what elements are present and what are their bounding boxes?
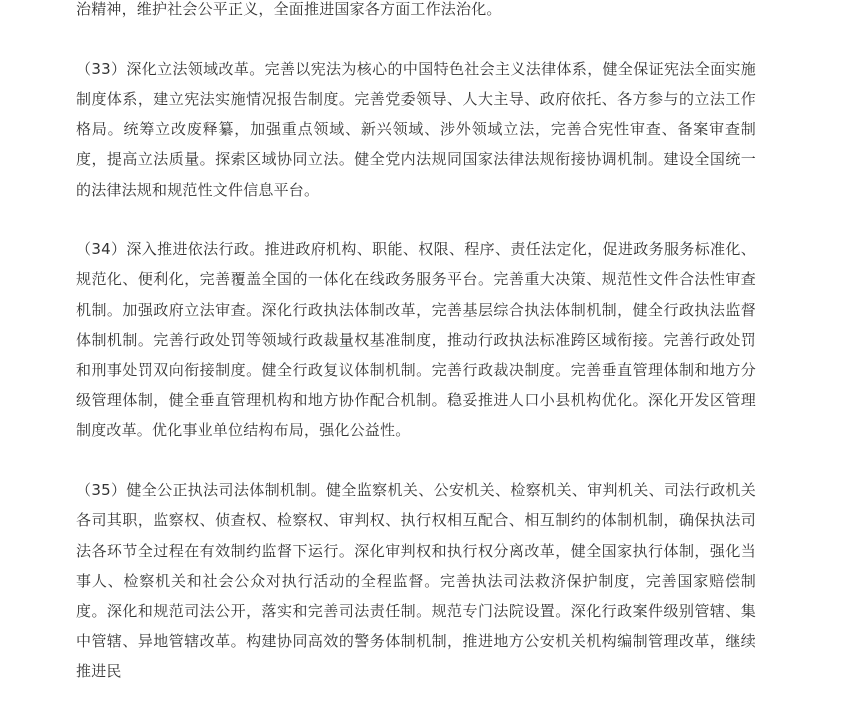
paragraph-34-administration-by-law: （34）深入推进依法行政。推进政府机构、职能、权限、程序、责任法定化，促进政务服务标准化、规范化、便利化，完善覆盖全国的一体化在线政务服务平台。完善重大决策、规范性文件合法性审查机制。加强政府立法审查。深化行政执法体制改革，完善基层综合执法体制机制，健全行政执法监督体制机制。完善行政处罚等领域行政裁量权基准制度，推动行政执法标准跨区域衔接。完善行政处罚和刑事处罚双向衔接制度。健全行政复议体制机制。完善行政裁决制度。完善垂直管理体制和地方分级管理体制，健全垂直管理机构和地方协作配合机制。稳妥推进人口小县机构优化。深化开发区管理制度改革。优化事业单位结构布局，强化公益性。 [76, 240, 756, 440]
paragraph-33-legislation-reform: （33）深化立法领域改革。完善以宪法为核心的中国特色社会主义法律体系，健全保证宪法全面实施制度体系，建立宪法实施情况报告制度。完善党委领导、人大主导、政府依托、各方参与的立法工作格局。统筹立改废释纂，加强重点领域、新兴领域、涉外领域立法，完善合宪性审查、备案审查制度，提高立法质量。探索区域协同立法。健全党内法规同国家法律法规衔接协调机制。建设全国统一的法律法规和规范性文件信息平台。 [76, 59, 756, 199]
paragraph-35-fair-judiciary: （35）健全公正执法司法体制机制。健全监察机关、公安机关、检察机关、审判机关、司法行政机关各司其职，监察权、侦查权、检察权、审判权、执行权相互配合、相互制约的体制机制，确保执法司法各环节全过程在有效制约监督下运行。深化审判权和执行权分离改革，健全国家执行体制，强化当事人、检察机关和社会公众对执行活动的全程监督。完善执法司法救济保护制度，完善国家赔偿制度。深化和规范司法公开，落实和完善司法责任制。规范专门法院设置。深化行政案件级别管辖、集中管辖、异地管辖改革。构建协同高效的警务体制机制，推进地方公安机关机构编制管理改革，继续推进民 [76, 481, 756, 681]
paragraph-continuation: 治精神，维护社会公平正义，全面推进国家各方面工作法治化。 [76, 0, 502, 18]
article-body [76, 0, 756, 716]
